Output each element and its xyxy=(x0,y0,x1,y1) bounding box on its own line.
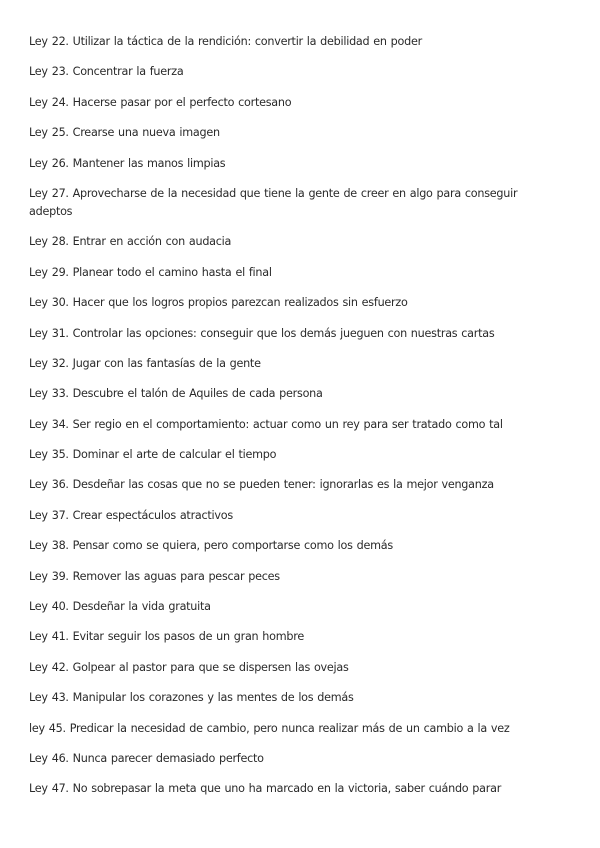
law-item: Ley 47. No sobrepasar la meta que uno ha marcado en la victoria, saber cuándo parar xyxy=(29,782,502,796)
law-item: Ley 37. Crear espectáculos atractivos xyxy=(29,508,233,522)
law-item: Ley 35. Dominar el arte de calcular el tiempo xyxy=(29,448,277,462)
law-item: Ley 26. Mantener las manos limpias xyxy=(29,156,226,170)
law-item: Ley 28. Entrar en acción con audacia xyxy=(29,235,232,249)
law-item: Ley 29. Planear todo el camino hasta el final xyxy=(29,265,272,279)
law-item: Ley 31. Controlar las opciones: conseguir que los demás jueguen con nuestras cartas xyxy=(29,326,495,340)
law-item: Ley 41. Evitar seguir los pasos de un gran hombre xyxy=(29,630,304,644)
law-item: Ley 22. Utilizar la táctica de la rendición: convertir la debilidad en poder xyxy=(29,35,422,48)
law-item: Ley 39. Remover las aguas para pescar peces xyxy=(29,569,280,583)
law-item: ley 45. Predicar la necesidad de cambio, pero nunca realizar más de un cambio a la vez xyxy=(29,721,510,735)
law-item: Ley 30. Hacer que los logros propios parezcan realizados sin esfuerzo xyxy=(29,296,408,310)
law-item: Ley 40. Desdeñar la vida gratuita xyxy=(29,600,211,614)
law-item: Ley 36. Desdeñar las cosas que no se pueden tener: ignorarlas es la mejor venganza xyxy=(29,478,494,492)
law-item: Ley 25. Crearse una nueva imagen xyxy=(29,126,220,140)
law-item: Ley 23. Concentrar la fuerza xyxy=(29,65,184,79)
law-item: Ley 46. Nunca parecer demasiado perfecto xyxy=(29,751,264,765)
law-item: Ley 34. Ser regio en el comportamiento: actuar como un rey para ser tratado como tal xyxy=(29,417,503,431)
law-item: Ley 38. Pensar como se quiera, pero comportarse como los demás xyxy=(29,539,393,553)
law-item: Ley 33. Descubre el talón de Aquiles de cada persona xyxy=(29,387,323,401)
law-item: Ley 32. Jugar con las fantasías de la gente xyxy=(29,356,261,370)
law-item: Ley 42. Golpear al pastor para que se dispersen las ovejas xyxy=(29,660,349,674)
law-item: Ley 27. Aprovecharse de la necesidad que tiene la gente de creer en algo para conseguir adeptos xyxy=(29,186,518,218)
law-item: Ley 43. Manipular los corazones y las mentes de los demás xyxy=(29,691,354,705)
law-list xyxy=(29,33,549,798)
law-item: Ley 24. Hacerse pasar por el perfecto cortesano xyxy=(29,95,292,109)
